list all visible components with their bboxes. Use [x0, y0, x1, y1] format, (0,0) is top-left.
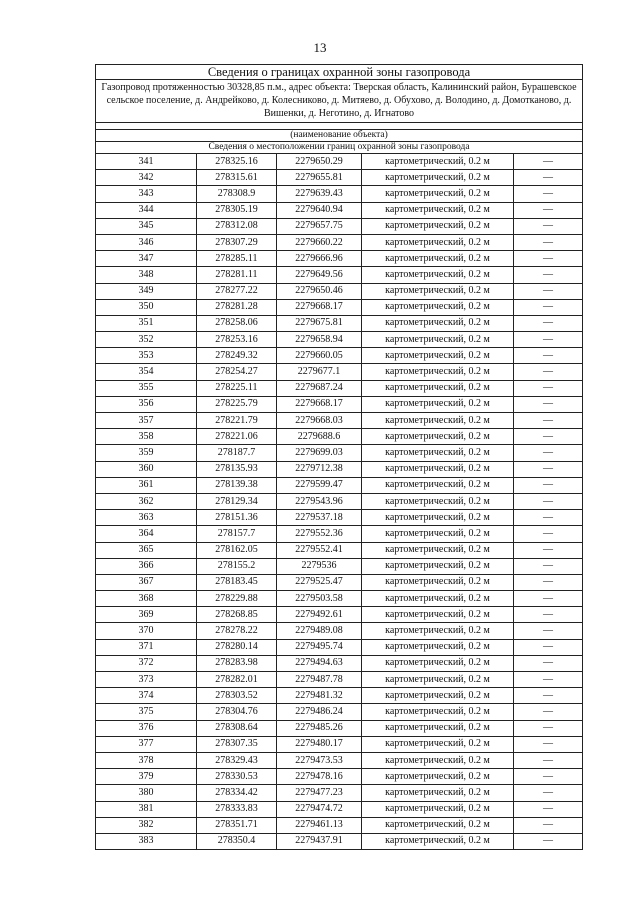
table-row	[96, 332, 583, 348]
coord-y-cell: 2279503.58	[277, 591, 362, 607]
method-cell: картометрический, 0.2 м	[362, 542, 514, 558]
table-row	[96, 655, 583, 671]
coord-x-cell: 278283.98	[197, 655, 277, 671]
coord-y-cell: 2279474.72	[277, 801, 362, 817]
table-row	[96, 607, 583, 623]
coord-x-cell: 278303.52	[197, 688, 277, 704]
point-number-cell: 375	[96, 704, 197, 720]
point-number-cell: 354	[96, 364, 197, 380]
note-cell: —	[514, 380, 583, 396]
method-cell: картометрический, 0.2 м	[362, 445, 514, 461]
table-row	[96, 202, 583, 218]
point-number-cell: 364	[96, 526, 197, 542]
table-row	[96, 283, 583, 299]
coord-y-cell: 2279485.26	[277, 720, 362, 736]
note-cell: —	[514, 817, 583, 833]
coord-y-cell: 2279655.81	[277, 170, 362, 186]
table-row	[96, 672, 583, 688]
table-row	[96, 461, 583, 477]
note-cell: —	[514, 801, 583, 817]
note-cell: —	[514, 202, 583, 218]
caption-row	[96, 130, 583, 142]
point-number-cell: 344	[96, 202, 197, 218]
method-cell: картометрический, 0.2 м	[362, 493, 514, 509]
coord-x-cell: 278307.35	[197, 736, 277, 752]
coord-x-cell: 278129.34	[197, 493, 277, 509]
note-cell: —	[514, 267, 583, 283]
coord-x-cell: 278334.42	[197, 785, 277, 801]
point-number-cell: 381	[96, 801, 197, 817]
coord-y-cell: 2279494.63	[277, 655, 362, 671]
method-cell: картометрический, 0.2 м	[362, 736, 514, 752]
point-number-cell: 342	[96, 170, 197, 186]
point-number-cell: 374	[96, 688, 197, 704]
coord-x-cell: 278249.32	[197, 348, 277, 364]
coord-x-cell: 278151.36	[197, 510, 277, 526]
boundary-table	[95, 64, 583, 850]
coord-x-cell: 278282.01	[197, 672, 277, 688]
table-row	[96, 234, 583, 250]
coord-x-cell: 278315.61	[197, 170, 277, 186]
method-cell: картометрический, 0.2 м	[362, 769, 514, 785]
method-cell: картометрический, 0.2 м	[362, 429, 514, 445]
table-row	[96, 736, 583, 752]
point-number-cell: 371	[96, 639, 197, 655]
coord-x-cell: 278253.16	[197, 332, 277, 348]
table-row	[96, 154, 583, 170]
note-cell: —	[514, 332, 583, 348]
point-number-cell: 369	[96, 607, 197, 623]
coord-x-cell: 278225.11	[197, 380, 277, 396]
point-number-cell: 378	[96, 752, 197, 768]
table-row	[96, 785, 583, 801]
table-row	[96, 526, 583, 542]
coord-x-cell: 278308.64	[197, 720, 277, 736]
point-number-cell: 366	[96, 558, 197, 574]
method-cell: картометрический, 0.2 м	[362, 801, 514, 817]
point-number-cell: 367	[96, 574, 197, 590]
point-number-cell: 351	[96, 315, 197, 331]
coord-y-cell: 2279543.96	[277, 493, 362, 509]
point-number-cell: 345	[96, 218, 197, 234]
coord-x-cell: 278157.7	[197, 526, 277, 542]
method-cell: картометрический, 0.2 м	[362, 218, 514, 234]
method-cell: картометрический, 0.2 м	[362, 283, 514, 299]
coord-y-cell: 2279495.74	[277, 639, 362, 655]
method-cell: картометрический, 0.2 м	[362, 380, 514, 396]
note-cell: —	[514, 736, 583, 752]
coord-x-cell: 278312.08	[197, 218, 277, 234]
coord-y-cell: 2279489.08	[277, 623, 362, 639]
table-row	[96, 688, 583, 704]
table-row	[96, 591, 583, 607]
title-row	[96, 65, 583, 80]
coord-x-cell: 278187.7	[197, 445, 277, 461]
coord-y-cell: 2279712.38	[277, 461, 362, 477]
coord-x-cell: 278254.27	[197, 364, 277, 380]
coord-x-cell: 278307.29	[197, 234, 277, 250]
note-cell: —	[514, 364, 583, 380]
page-number: 13	[313, 40, 327, 55]
table-row	[96, 315, 583, 331]
coord-x-cell: 278221.79	[197, 413, 277, 429]
note-cell: —	[514, 639, 583, 655]
coord-x-cell: 278268.85	[197, 607, 277, 623]
section-heading: Сведения о местоположении границ охранной зоны газопровода	[96, 142, 583, 154]
note-cell: —	[514, 607, 583, 623]
table-row	[96, 639, 583, 655]
point-number-cell: 361	[96, 477, 197, 493]
coord-y-cell: 2279699.03	[277, 445, 362, 461]
note-cell: —	[514, 655, 583, 671]
coord-y-cell: 2279640.94	[277, 202, 362, 218]
table-row	[96, 477, 583, 493]
coord-x-cell: 278304.76	[197, 704, 277, 720]
method-cell: картометрический, 0.2 м	[362, 639, 514, 655]
object-row	[96, 80, 583, 123]
coord-y-cell: 2279658.94	[277, 332, 362, 348]
table-row	[96, 413, 583, 429]
table-row	[96, 251, 583, 267]
subhead-row	[96, 142, 583, 154]
table-row	[96, 186, 583, 202]
coord-x-cell: 278308.9	[197, 186, 277, 202]
method-cell: картометрический, 0.2 м	[362, 785, 514, 801]
table-row	[96, 510, 583, 526]
method-cell: картометрический, 0.2 м	[362, 558, 514, 574]
method-cell: картометрический, 0.2 м	[362, 348, 514, 364]
coord-x-cell: 278258.06	[197, 315, 277, 331]
note-cell: —	[514, 558, 583, 574]
object-description: Газопровод протяженностью 30328,85 п.м., адрес объекта: Тверская область, Калининский район, Бурашевское сельское поселение, д. Андрейково, д. Колесниково, д. Митяево, д. Обухово, д. Володино, д. Домотканово, д. Вишенки, д. Неготино, д. Игнатово	[96, 80, 583, 123]
method-cell: картометрический, 0.2 м	[362, 299, 514, 315]
method-cell: картометрический, 0.2 м	[362, 752, 514, 768]
table-row	[96, 299, 583, 315]
point-number-cell: 379	[96, 769, 197, 785]
coord-x-cell: 278280.14	[197, 639, 277, 655]
method-cell: картометрический, 0.2 м	[362, 817, 514, 833]
table-row	[96, 267, 583, 283]
coord-y-cell: 2279668.17	[277, 299, 362, 315]
note-cell: —	[514, 542, 583, 558]
note-cell: —	[514, 623, 583, 639]
note-cell: —	[514, 299, 583, 315]
table-row	[96, 704, 583, 720]
method-cell: картометрический, 0.2 м	[362, 170, 514, 186]
coord-x-cell: 278329.43	[197, 752, 277, 768]
coord-x-cell: 278277.22	[197, 283, 277, 299]
table-row	[96, 170, 583, 186]
coord-y-cell: 2279666.96	[277, 251, 362, 267]
coord-x-cell: 278333.83	[197, 801, 277, 817]
note-cell: —	[514, 477, 583, 493]
point-number-cell: 370	[96, 623, 197, 639]
coord-y-cell: 2279660.05	[277, 348, 362, 364]
coord-x-cell: 278183.45	[197, 574, 277, 590]
point-number-cell: 341	[96, 154, 197, 170]
point-number-cell: 359	[96, 445, 197, 461]
coord-y-cell: 2279481.32	[277, 688, 362, 704]
method-cell: картометрический, 0.2 м	[362, 251, 514, 267]
note-cell: —	[514, 429, 583, 445]
coord-y-cell: 2279552.41	[277, 542, 362, 558]
note-cell: —	[514, 591, 583, 607]
point-number-cell: 355	[96, 380, 197, 396]
table-row	[96, 558, 583, 574]
method-cell: картометрический, 0.2 м	[362, 154, 514, 170]
method-cell: картометрический, 0.2 м	[362, 510, 514, 526]
method-cell: картометрический, 0.2 м	[362, 623, 514, 639]
method-cell: картометрический, 0.2 м	[362, 704, 514, 720]
note-cell: —	[514, 413, 583, 429]
method-cell: картометрический, 0.2 м	[362, 234, 514, 250]
coord-x-cell: 278155.2	[197, 558, 277, 574]
coord-x-cell: 278162.05	[197, 542, 277, 558]
table-row	[96, 364, 583, 380]
coord-y-cell: 2279639.43	[277, 186, 362, 202]
coord-y-cell: 2279461.13	[277, 817, 362, 833]
method-cell: картометрический, 0.2 м	[362, 332, 514, 348]
note-cell: —	[514, 154, 583, 170]
coord-x-cell: 278281.11	[197, 267, 277, 283]
note-cell: —	[514, 186, 583, 202]
coord-x-cell: 278285.11	[197, 251, 277, 267]
point-number-cell: 353	[96, 348, 197, 364]
coord-y-cell: 2279525.47	[277, 574, 362, 590]
note-cell: —	[514, 170, 583, 186]
coord-x-cell: 278229.88	[197, 591, 277, 607]
coord-y-cell: 2279473.53	[277, 752, 362, 768]
coord-y-cell: 2279599.47	[277, 477, 362, 493]
point-number-cell: 376	[96, 720, 197, 736]
method-cell: картометрический, 0.2 м	[362, 688, 514, 704]
point-number-cell: 365	[96, 542, 197, 558]
point-number-cell: 347	[96, 251, 197, 267]
method-cell: картометрический, 0.2 м	[362, 833, 514, 849]
table-row	[96, 429, 583, 445]
coord-y-cell: 2279688.6	[277, 429, 362, 445]
note-cell: —	[514, 348, 583, 364]
coord-x-cell: 278350.4	[197, 833, 277, 849]
note-cell: —	[514, 251, 583, 267]
coord-x-cell: 278305.19	[197, 202, 277, 218]
coord-y-cell: 2279677.1	[277, 364, 362, 380]
point-number-cell: 346	[96, 234, 197, 250]
table-row	[96, 218, 583, 234]
coord-y-cell: 2279650.29	[277, 154, 362, 170]
object-caption: (наименование объекта)	[96, 130, 583, 142]
table-row	[96, 380, 583, 396]
table-title: Сведения о границах охранной зоны газопровода	[96, 65, 583, 80]
table-row	[96, 769, 583, 785]
table-body	[96, 65, 583, 850]
coord-x-cell: 278135.93	[197, 461, 277, 477]
point-number-cell: 363	[96, 510, 197, 526]
coord-x-cell: 278351.71	[197, 817, 277, 833]
table-row	[96, 542, 583, 558]
coord-x-cell: 278281.28	[197, 299, 277, 315]
coord-y-cell: 2279668.03	[277, 413, 362, 429]
note-cell: —	[514, 688, 583, 704]
coord-x-cell: 278278.22	[197, 623, 277, 639]
method-cell: картометрический, 0.2 м	[362, 574, 514, 590]
table-row	[96, 348, 583, 364]
note-cell: —	[514, 283, 583, 299]
point-number-cell: 360	[96, 461, 197, 477]
method-cell: картометрический, 0.2 м	[362, 720, 514, 736]
method-cell: картометрический, 0.2 м	[362, 607, 514, 623]
note-cell: —	[514, 218, 583, 234]
table-row	[96, 623, 583, 639]
coord-y-cell: 2279437.91	[277, 833, 362, 849]
coord-y-cell: 2279487.78	[277, 672, 362, 688]
point-number-cell: 348	[96, 267, 197, 283]
method-cell: картометрический, 0.2 м	[362, 364, 514, 380]
method-cell: картометрический, 0.2 м	[362, 413, 514, 429]
coord-y-cell: 2279675.81	[277, 315, 362, 331]
point-number-cell: 382	[96, 817, 197, 833]
coord-y-cell: 2279492.61	[277, 607, 362, 623]
method-cell: картометрический, 0.2 м	[362, 461, 514, 477]
note-cell: —	[514, 672, 583, 688]
coord-y-cell: 2279660.22	[277, 234, 362, 250]
method-cell: картометрический, 0.2 м	[362, 591, 514, 607]
note-cell: —	[514, 461, 583, 477]
note-cell: —	[514, 234, 583, 250]
table-row	[96, 445, 583, 461]
point-number-cell: 349	[96, 283, 197, 299]
note-cell: —	[514, 315, 583, 331]
note-cell: —	[514, 752, 583, 768]
note-cell: —	[514, 526, 583, 542]
point-number-cell: 377	[96, 736, 197, 752]
point-number-cell: 352	[96, 332, 197, 348]
point-number-cell: 372	[96, 655, 197, 671]
coord-x-cell: 278225.79	[197, 396, 277, 412]
coord-y-cell: 2279537.18	[277, 510, 362, 526]
point-number-cell: 356	[96, 396, 197, 412]
note-cell: —	[514, 720, 583, 736]
note-cell: —	[514, 785, 583, 801]
coord-y-cell: 2279477.23	[277, 785, 362, 801]
note-cell: —	[514, 396, 583, 412]
note-cell: —	[514, 510, 583, 526]
note-cell: —	[514, 769, 583, 785]
table-row	[96, 396, 583, 412]
note-cell: —	[514, 445, 583, 461]
coord-y-cell: 2279552.36	[277, 526, 362, 542]
point-number-cell: 362	[96, 493, 197, 509]
method-cell: картометрический, 0.2 м	[362, 315, 514, 331]
gap-row	[96, 123, 583, 130]
table-row	[96, 720, 583, 736]
point-number-cell: 358	[96, 429, 197, 445]
coord-x-cell: 278330.53	[197, 769, 277, 785]
method-cell: картометрический, 0.2 м	[362, 655, 514, 671]
coord-y-cell: 2279687.24	[277, 380, 362, 396]
gap-cell	[96, 123, 583, 130]
coord-y-cell: 2279536	[277, 558, 362, 574]
note-cell: —	[514, 574, 583, 590]
coord-y-cell: 2279478.16	[277, 769, 362, 785]
coord-y-cell: 2279650.46	[277, 283, 362, 299]
note-cell: —	[514, 493, 583, 509]
coord-y-cell: 2279649.56	[277, 267, 362, 283]
point-number-cell: 380	[96, 785, 197, 801]
coord-x-cell: 278325.16	[197, 154, 277, 170]
note-cell: —	[514, 833, 583, 849]
point-number-cell: 343	[96, 186, 197, 202]
coord-y-cell: 2279657.75	[277, 218, 362, 234]
coord-y-cell: 2279668.17	[277, 396, 362, 412]
point-number-cell: 383	[96, 833, 197, 849]
point-number-cell: 368	[96, 591, 197, 607]
point-number-cell: 350	[96, 299, 197, 315]
method-cell: картометрический, 0.2 м	[362, 396, 514, 412]
method-cell: картометрический, 0.2 м	[362, 267, 514, 283]
note-cell: —	[514, 704, 583, 720]
method-cell: картометрический, 0.2 м	[362, 477, 514, 493]
table-row	[96, 752, 583, 768]
method-cell: картометрический, 0.2 м	[362, 186, 514, 202]
method-cell: картометрический, 0.2 м	[362, 672, 514, 688]
table-row	[96, 801, 583, 817]
coord-y-cell: 2279486.24	[277, 704, 362, 720]
table-row	[96, 817, 583, 833]
point-number-cell: 373	[96, 672, 197, 688]
coord-x-cell: 278221.06	[197, 429, 277, 445]
table-row	[96, 833, 583, 849]
method-cell: картометрический, 0.2 м	[362, 202, 514, 218]
table-row	[96, 493, 583, 509]
point-number-cell: 357	[96, 413, 197, 429]
table-row	[96, 574, 583, 590]
coord-x-cell: 278139.38	[197, 477, 277, 493]
method-cell: картометрический, 0.2 м	[362, 526, 514, 542]
coord-y-cell: 2279480.17	[277, 736, 362, 752]
